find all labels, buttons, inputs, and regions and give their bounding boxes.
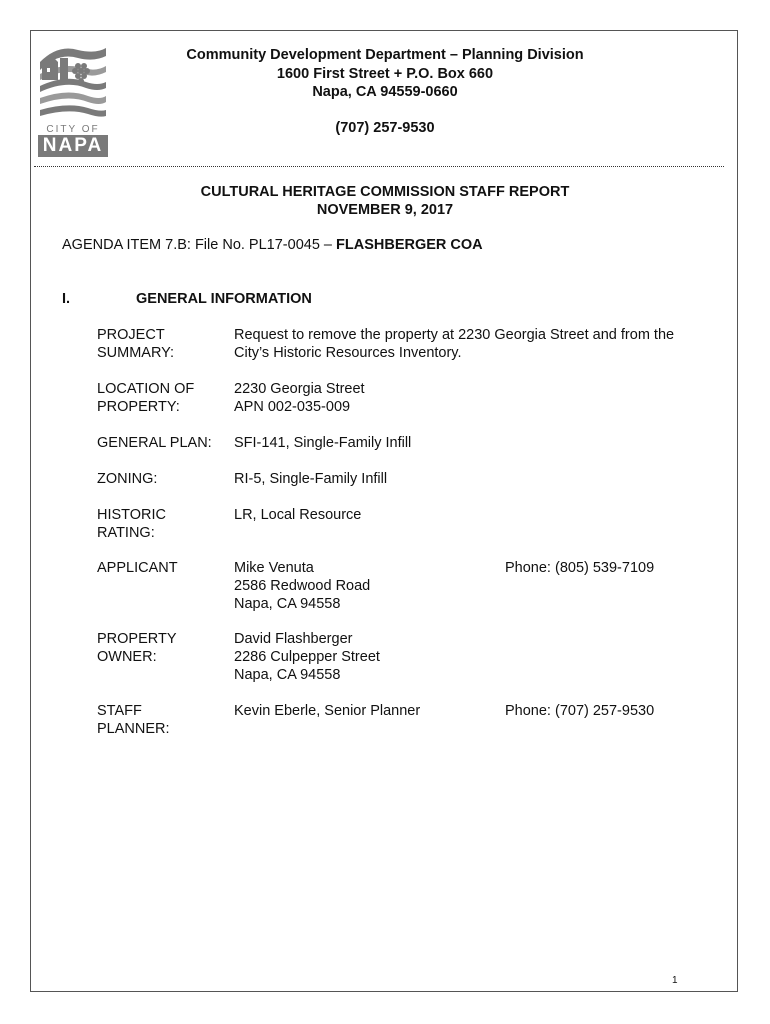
- project-summary-label: [97, 326, 174, 362]
- agenda-prefix: AGENDA ITEM 7.B: File No. PL17-0045 –: [62, 237, 337, 253]
- label-line: SUMMARY:: [97, 345, 175, 361]
- label-line: PROPERTY:: [97, 399, 180, 415]
- value-line: 2230 Georgia Street: [234, 381, 365, 397]
- header-address2: Napa, CA 94559-0660: [312, 84, 458, 100]
- logo-napa-text: NAPA: [38, 135, 108, 157]
- agenda-title: FLASHBERGER COA: [336, 237, 483, 253]
- value-line: 2586 Redwood Road: [234, 578, 371, 594]
- label-line: LOCATION OF: [97, 381, 195, 397]
- historic-rating-value: LR, Local Resource: [234, 507, 362, 523]
- agenda-item: [62, 237, 483, 253]
- value-line: APN 002-035-009: [234, 399, 351, 415]
- label-line: RATING:: [97, 525, 155, 541]
- zoning-label: ZONING:: [97, 471, 158, 487]
- value-line: Mike Venuta: [234, 560, 314, 576]
- value-line: Request to remove the property at 2230 Georgia Street and from the: [234, 327, 675, 343]
- label-line: PROJECT: [97, 327, 165, 343]
- property-owner-value: [234, 630, 380, 684]
- historic-rating-label: [97, 506, 166, 542]
- label-line: HISTORIC: [97, 507, 167, 523]
- section-title: GENERAL INFORMATION: [136, 291, 312, 307]
- staff-planner-phone: Phone: (707) 257-9530: [505, 703, 655, 719]
- logo-city-of-text: CITY OF: [46, 124, 100, 135]
- applicant-label: APPLICANT: [97, 560, 178, 576]
- property-owner-label: [97, 630, 177, 666]
- value-line: City’s Historic Resources Inventory.: [234, 345, 462, 361]
- page-number: 1: [672, 975, 678, 986]
- header-divider: [34, 166, 724, 167]
- location-value: [234, 380, 365, 416]
- section-heading: [62, 291, 312, 307]
- header-phone: (707) 257-9530: [335, 120, 435, 136]
- value-line: Napa, CA 94558: [234, 596, 341, 612]
- project-summary-value: [234, 326, 674, 362]
- zoning-value: RI-5, Single-Family Infill: [234, 471, 388, 487]
- value-line: David Flashberger: [234, 631, 353, 647]
- report-date: NOVEMBER 9, 2017: [316, 202, 454, 218]
- header-address1: 1600 First Street + P.O. Box 660: [276, 66, 494, 82]
- value-line: 2286 Culpepper Street: [234, 649, 380, 665]
- report-title: CULTURAL HERITAGE COMMISSION STAFF REPORT: [200, 184, 570, 200]
- label-line: STAFF: [97, 703, 142, 719]
- staff-planner-label: [97, 702, 170, 738]
- applicant-phone: Phone: (805) 539-7109: [505, 560, 655, 576]
- general-plan-label: GENERAL PLAN:: [97, 435, 212, 451]
- section-number: I.: [62, 291, 71, 307]
- header-department: Community Development Department – Planning Division: [186, 47, 584, 63]
- label-line: OWNER:: [97, 649, 157, 665]
- label-line: PROPERTY: [97, 631, 177, 647]
- staff-planner-value: Kevin Eberle, Senior Planner: [234, 703, 421, 719]
- location-label: [97, 380, 194, 416]
- value-line: Napa, CA 94558: [234, 667, 341, 683]
- label-line: PLANNER:: [97, 721, 170, 737]
- applicant-value: [234, 559, 370, 613]
- general-plan-value: SFI-141, Single-Family Infill: [234, 435, 412, 451]
